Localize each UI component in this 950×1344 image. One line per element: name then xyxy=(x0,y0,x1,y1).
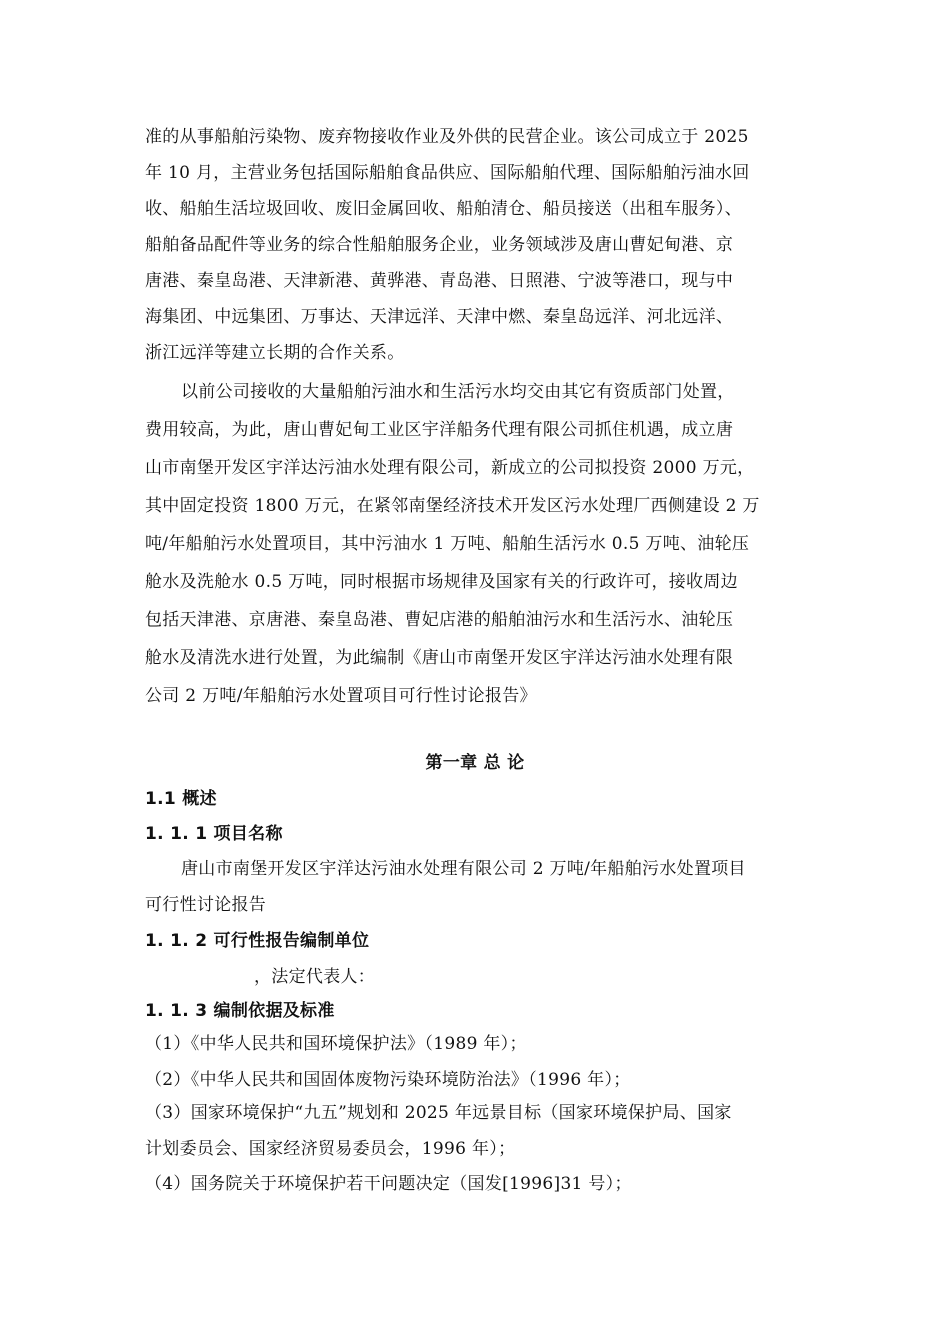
intro-line: 浙江远洋等建立长期的合作关系。 xyxy=(145,343,405,363)
paragraph-line: 舱水及清洗水进行处置，为此编制《唐山市南堡开发区宇洋达污油水处理有限 xyxy=(145,648,734,668)
chapter-title: 第一章 总 论 xyxy=(425,753,525,773)
paragraph-line: 山市南堡开发区宇洋达污油水处理有限公司，新成立的公司拟投资 2000 万元， xyxy=(145,458,755,478)
project-name-line: 可行性讨论报告 xyxy=(145,895,267,915)
paragraph-line: 公司 2 万吨/年船舶污水处置项目可行性讨论报告》 xyxy=(145,686,537,706)
basis-item: 计划委员会、国家经济贸易委员会，1996 年）； xyxy=(145,1139,516,1159)
intro-line: 船舶备品配件等业务的综合性船舶服务企业，业务领域涉及唐山曹妃甸港、京 xyxy=(145,235,734,255)
paragraph-line: 其中固定投资 1800 万元，在紧邻南堡经济技术开发区污水处理厂西侧建设 2 万 xyxy=(145,496,760,516)
intro-line: 收、船舶生活垃圾回收、废旧金属回收、船舶清仓、船员接送（出租车服务）、 xyxy=(145,199,742,219)
intro-line: 唐港、秦皇岛港、天津新港、黄骅港、青岛港、日照港、宁波等港口，现与中 xyxy=(145,271,734,291)
paragraph-line: 吨/年船舶污水处置项目，其中污油水 1 万吨、船舶生活污水 0.5 万吨、油轮压 xyxy=(145,534,750,554)
basis-item: （2）《中华人民共和国固体废物污染环境防治法》（1996 年）； xyxy=(145,1070,631,1090)
intro-line: 准的从事船舶污染物、废弃物接收作业及外供的民营企业。该公司成立于 2025 xyxy=(145,127,749,147)
basis-item: （1）《中华人民共和国环境保护法》（1989 年）； xyxy=(145,1034,527,1054)
paragraph-line: 以前公司接收的大量船舶污油水和生活污水均交由其它有资质部门处置， xyxy=(181,382,735,402)
paragraph-line: 包括天津港、京唐港、秦皇岛港、曹妃店港的船舶油污水和生活污水、油轮压 xyxy=(145,610,734,630)
section-heading-1-1-2: 1. 1. 2 可行性报告编制单位 xyxy=(145,931,370,951)
legal-representative: ，法定代表人： xyxy=(254,967,376,987)
basis-item: （4）国务院关于环境保护若干问题决定（国发[1996]31 号）； xyxy=(145,1174,632,1194)
intro-line: 年 10 月，主营业务包括国际船舶食品供应、国际船舶代理、国际船舶污油水回 xyxy=(145,163,750,183)
section-heading-1-1-3: 1. 1. 3 编制依据及标准 xyxy=(145,1001,335,1021)
section-heading-1-1: 1.1 概述 xyxy=(145,789,217,809)
project-name-line: 唐山市南堡开发区宇洋达污油水处理有限公司 2 万吨/年船舶污水处置项目 xyxy=(181,859,746,879)
paragraph-line: 舱水及洗舱水 0.5 万吨，同时根据市场规律及国家有关的行政许可，接收周边 xyxy=(145,572,738,592)
basis-item: （3）国家环境保护“九五”规划和 2025 年远景目标（国家环境保护局、国家 xyxy=(145,1103,732,1123)
intro-line: 海集团、中远集团、万事达、天津远洋、天津中燃、秦皇岛远洋、河北远洋、 xyxy=(145,307,734,327)
section-heading-1-1-1: 1. 1. 1 项目名称 xyxy=(145,824,283,844)
paragraph-line: 费用较高，为此，唐山曹妃甸工业区宇洋船务代理有限公司抓住机遇，成立唐 xyxy=(145,420,734,440)
